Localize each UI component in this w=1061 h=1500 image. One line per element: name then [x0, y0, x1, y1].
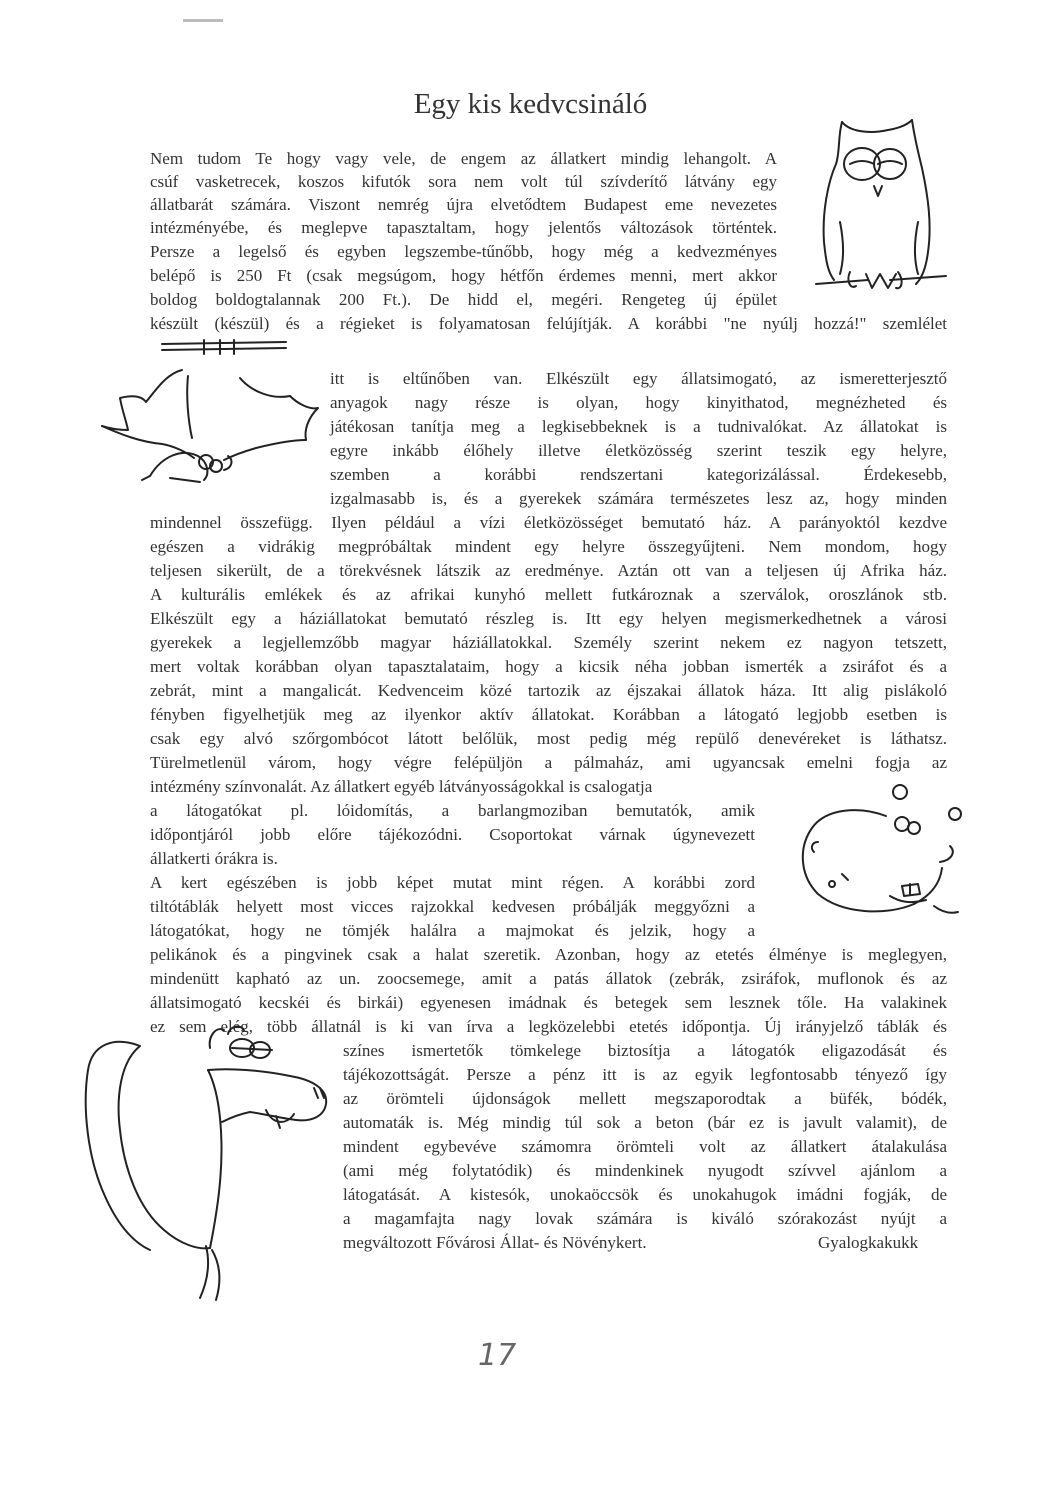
- text-line: megváltozott Fővárosi Állat- és Növénykert.: [343, 1233, 647, 1252]
- text-line: készült (készül) és a régieket is folyamatosan felújítják. A korábbi "ne nyúlj hozzá!" szemlélet: [150, 314, 947, 333]
- text-line: gyerekek a legjellemzőbb magyar háziállatokkal. Személy szerint nekem ez nagyon tetszett,: [150, 633, 947, 652]
- text-line: itt is eltűnőben van. Elkészült egy állatsimogató, az ismeretterjesztő: [330, 369, 947, 388]
- text-line: egyre inkább élőhely illetve életközösség szerint teszik egy helyre,: [330, 441, 947, 460]
- text-line: állatkerti órákra is.: [150, 849, 278, 868]
- text-line: mindenütt kapható az un. zoocsemege, amit a patás állatok (zebrák, zsiráfok, muflonok és az: [150, 969, 947, 988]
- text-line: időpontjáról jobb előre tájékozódni. Csoportokat várnak úgynevezett: [150, 825, 755, 844]
- text-line: mindent egybevéve számomra örömteli volt az állatkert átalakulása: [343, 1137, 947, 1156]
- scan-mark: [183, 19, 223, 22]
- text-line: állatsimogató kecskéi és birkái) egyenesen imádnak és betegek sem lesznek tőle. Ha valakinek: [150, 993, 947, 1012]
- text-line: látogatását. A kistesók, unokaöccsök és unokahugok imádni fogják, de: [343, 1185, 947, 1204]
- page-number: 17: [478, 1338, 517, 1373]
- text-line: a magamfajta nagy lovak számára is kiváló szórakozást nyújt a: [343, 1209, 947, 1228]
- text-line: látogatókat, hogy ne tömjék halálra a majmokat és jelzik, hogy a: [150, 921, 755, 940]
- text-line: tájékozottságát. Persze a pénz itt is az egyik legfontosabb tényező így: [343, 1065, 947, 1084]
- blob-creature-doodle-icon: [790, 776, 980, 926]
- text-line: anyagok nagy része is olyan, hogy kinyithatod, megnézheted és: [330, 393, 947, 412]
- text-line: zebrát, mint a mangalicát. Kedvenceim közé tartozik az éjszakai állatok háza. Itt alig pislákoló: [150, 681, 947, 700]
- text-line: pelikánok és a pingvinek csak a halat szeretik. Azonban, hogy az etetés élménye is meglegyen,: [150, 945, 947, 964]
- text-line: Elkészült egy a háziállatokat bemutató részleg is. Itt egy helyen megismerkedhetnek a városi: [150, 609, 947, 628]
- text-line: mindennel összefügg. Ilyen például a vízi életközösséget bemutató ház. A parányoktól kezdve: [150, 513, 947, 532]
- text-line: intézmény színvonalát. Az állatkert egyéb látványosságokkal is csalogatja: [150, 777, 653, 796]
- text-line: ez sem elég, több állatnál is ki van írva a legközelebbi etetés időpontja. Új irányjelző táblák és: [150, 1017, 947, 1036]
- page-title: Egy kis kedvcsináló: [413, 88, 648, 120]
- text-line: csúf vasketrecek, koszos kifutók sora nem volt túl szívderítő látvány egy: [150, 172, 777, 191]
- text-line: Nem tudom Te hogy vagy vele, de engem az állatkert mindig lehangolt. A: [150, 149, 777, 168]
- text-line: fényben figyelhetjük meg az ilyenkor aktív állatokat. Korábban a látogató legjobb esetben is: [150, 705, 947, 724]
- text-line: játékosan tanítja meg a legkisebbeknek is a tudnivalókat. Az állatokat is: [330, 417, 947, 436]
- text-line: egészen a vidrákig megpróbáltak mindent egy helyre összegyűjteni. Nem mondom, hogy: [150, 537, 947, 556]
- text-line: intézményébe, és meglepve tapasztaltam, hogy jelentős változások történtek.: [150, 218, 777, 237]
- text-line: az örömteli újdonságok mellett megszaporodtak a büfék, bódék,: [343, 1089, 947, 1108]
- text-line: állatbarát számára. Viszont nemrég újra elvetődtem Budapest eme nevezetes: [150, 195, 777, 214]
- text-line: csak egy alvó szőrgombócot látott belőlük, most pedig még repülő denevéreket is láthatsz.: [150, 729, 947, 748]
- text-line: A kert egészében is jobb képet mutat mint régen. A korábbi zord: [150, 873, 755, 892]
- text-line: mert voltak korábban olyan tapasztalataim, hogy a kicsik néha jobban ismerték a zsiráfot és a: [150, 657, 947, 676]
- owl-doodle-icon: [810, 112, 950, 312]
- bat-doodle-icon: [100, 338, 330, 488]
- text-line: a látogatókat pl. lóidomítás, a barlangmoziban bemutatók, amik: [150, 801, 755, 820]
- giraffe-doodle-icon: [80, 1018, 340, 1308]
- text-line: Türelmetlenül várom, hogy végre felépüljön a pálmaház, ami ugyancsak emelni fogja az: [150, 753, 947, 772]
- text-line: automaták is. Még mindig túl sok a beton (bár ez is javult valamit), de: [343, 1113, 947, 1132]
- text-line: (ami még folytatódik) és mindenkinek nyugodt szívvel ajánlom a: [343, 1161, 947, 1180]
- signature: Gyalogkakukk: [818, 1233, 919, 1252]
- text-line: belépő is 250 Ft (csak megsúgom, hogy hétfőn érdemes menni, mert akkor: [150, 266, 777, 285]
- text-line: Persze a legelső és egyben legszembe-tűnőbb, hogy még a kedvezményes: [150, 242, 777, 261]
- text-line: teljesen sikerült, de a törekvésnek látszik az eredménye. Aztán ott van a teljesen új Afrika ház.: [150, 561, 947, 580]
- text-line: színes ismertetők tömkelege biztosítja a látogatók eligazodását és: [343, 1041, 947, 1060]
- text-line: tiltótáblák helyett most vicces rajzokkal kedvesen próbálják meggyőzni a: [150, 897, 755, 916]
- text-line: boldog boldogtalannak 200 Ft.). De hidd el, megéri. Rengeteg új épület: [150, 290, 777, 309]
- text-line: izgalmasabb is, és a gyerekek számára természetes lesz az, hogy minden: [330, 489, 947, 508]
- text-line: A kulturális emlékek és az afrikai kunyhó mellett futkároznak a szerválok, oroszlánok stb.: [150, 585, 947, 604]
- text-line: szemben a korábbi rendszertani kategorizálással. Érdekesebb,: [330, 465, 947, 484]
